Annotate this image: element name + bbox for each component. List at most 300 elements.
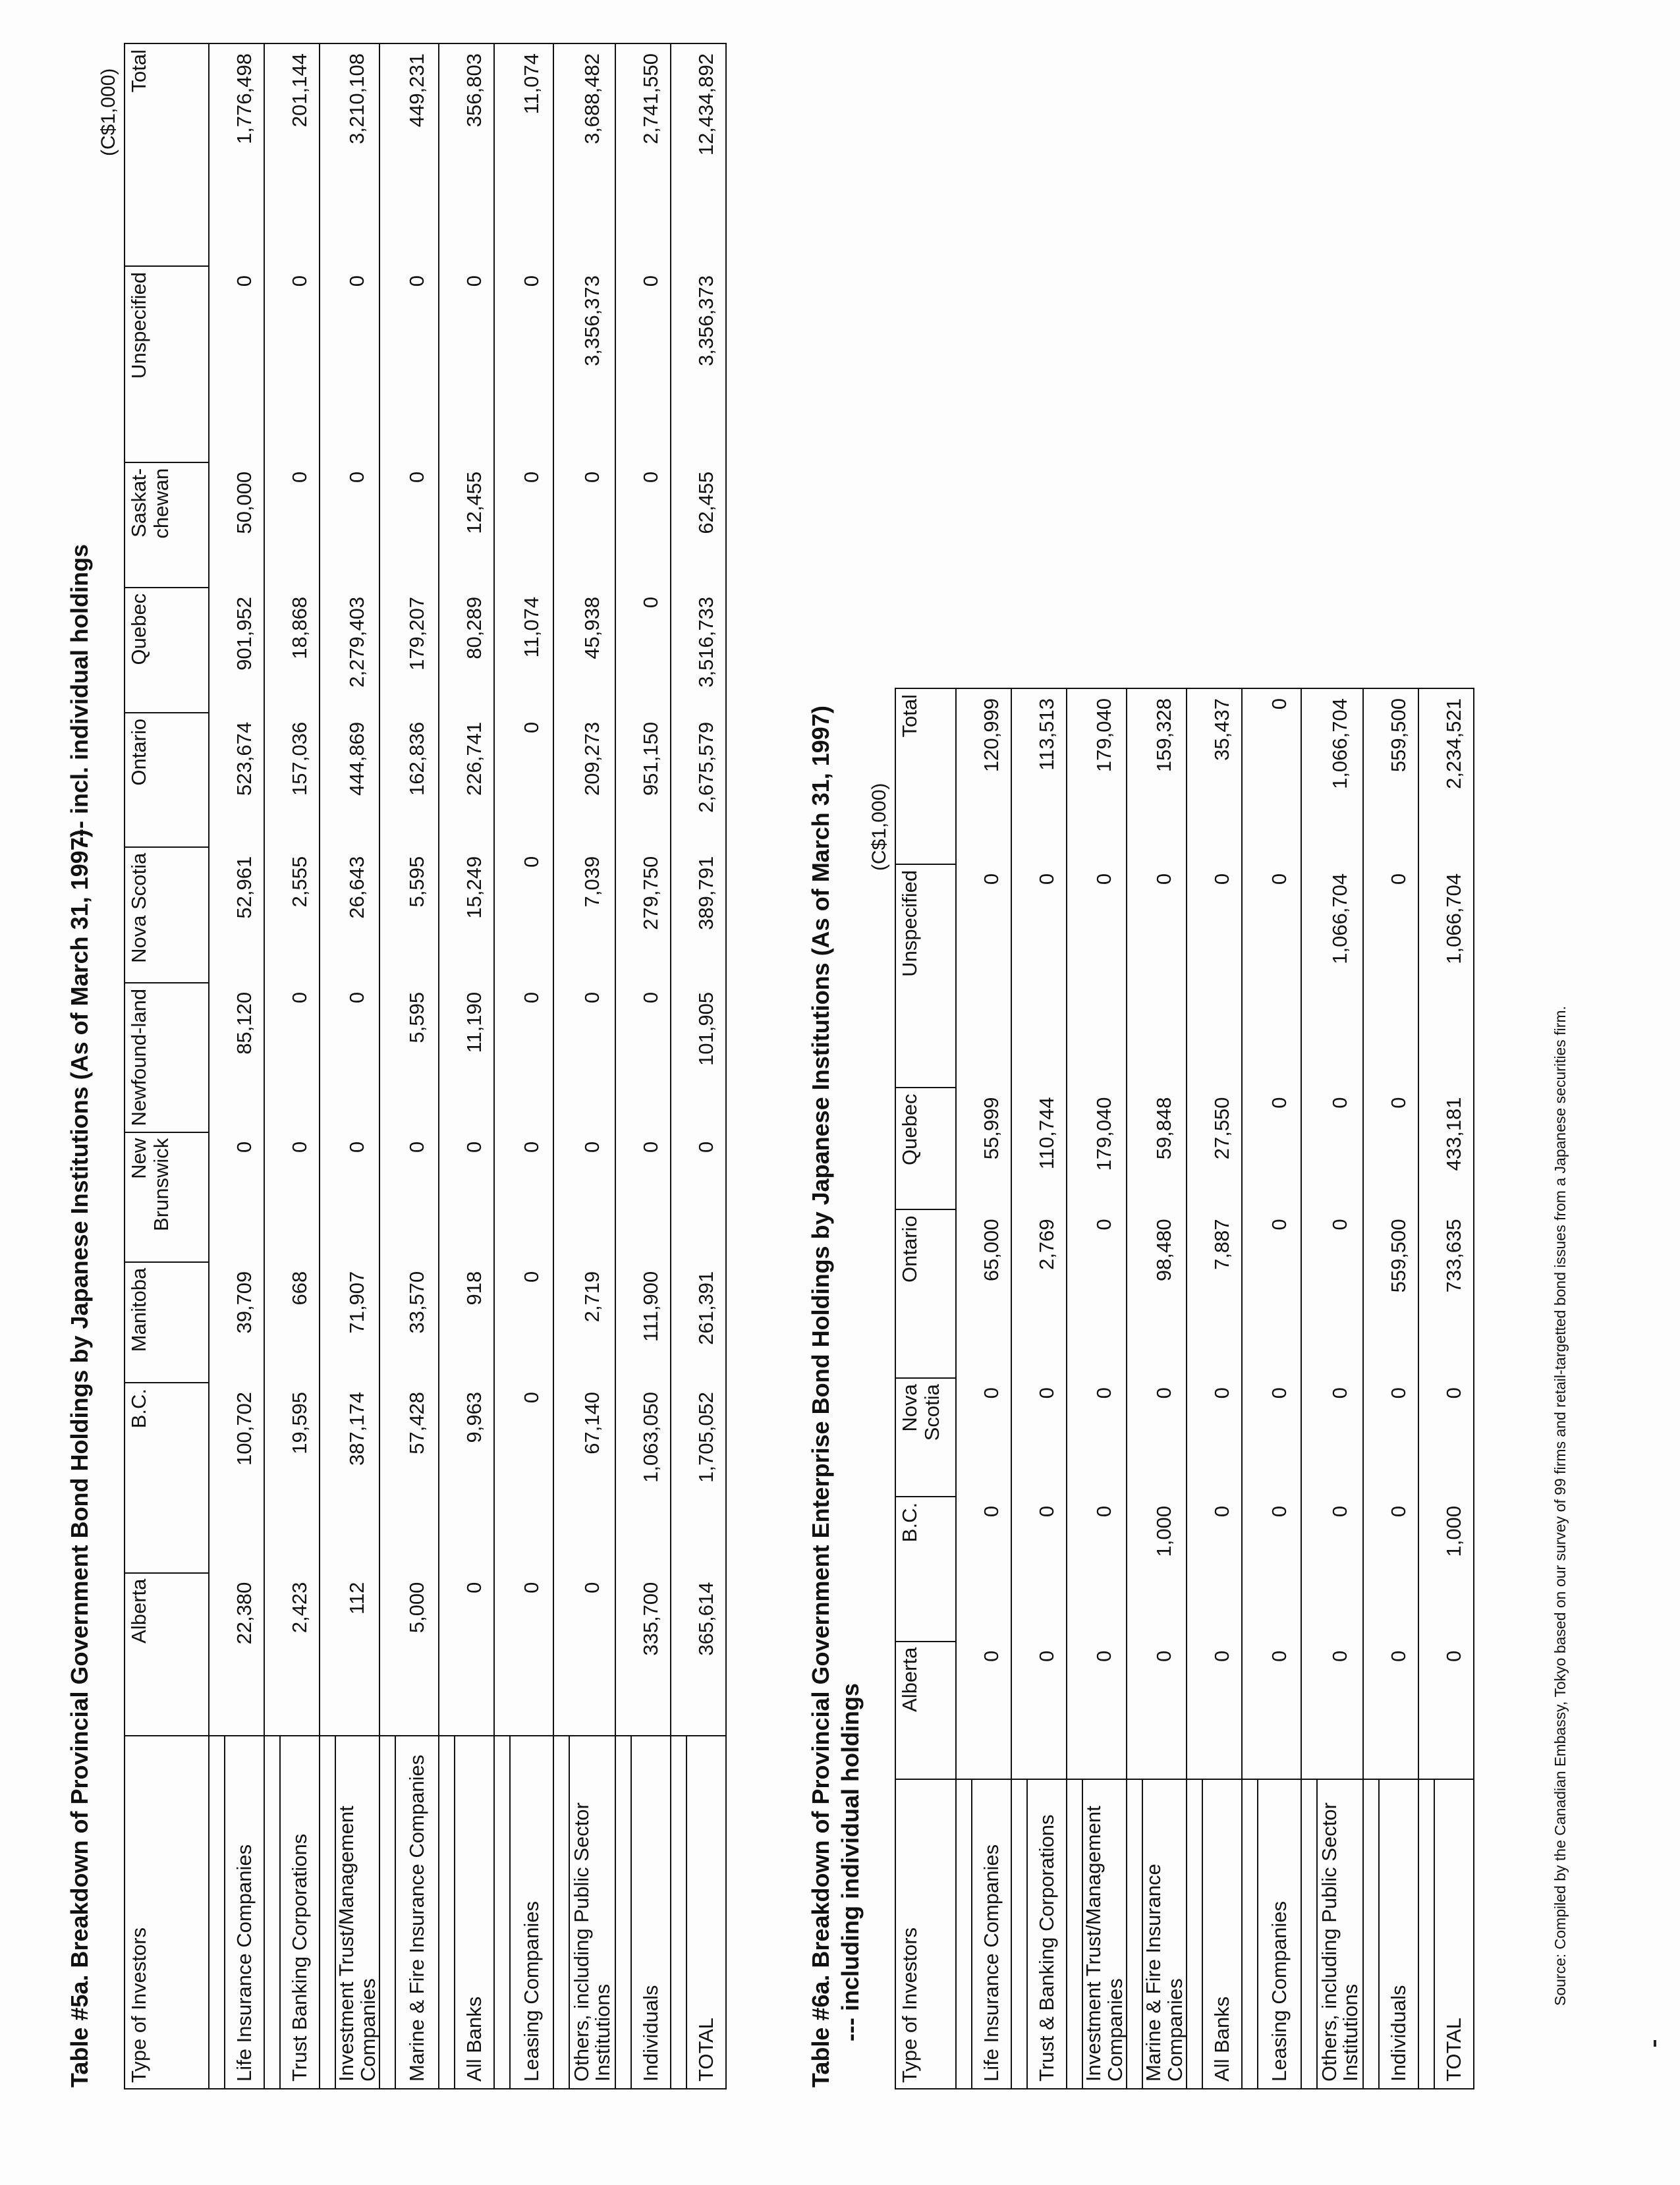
table5-cell: 0 [569, 1573, 615, 1736]
table5-cell: 3,688,482 [569, 43, 615, 266]
table6-cell: 0 [1379, 1378, 1418, 1497]
table5-cell: 162,836 [395, 713, 439, 847]
table5-cell: 918 [455, 1262, 494, 1383]
table6-cell: 0 [1434, 1642, 1474, 1780]
table5-cell: 0 [280, 1132, 320, 1262]
table5-spacer-cell [553, 1573, 569, 1736]
table5-cell: 1,063,050 [631, 1383, 671, 1573]
table5-row-label: TOTAL [686, 1736, 726, 2089]
table5-row [280, 43, 320, 2089]
table6-row-spacer [1363, 688, 1379, 2089]
table5-spacer-cell [439, 1262, 455, 1383]
table6-spacer-cell [1418, 1779, 1434, 2089]
table6-spacer-cell [1127, 1088, 1142, 1209]
table5-cell: 523,674 [225, 713, 264, 847]
table6-cell: 120,999 [972, 688, 1011, 864]
table6-cell: 2,234,521 [1434, 688, 1474, 864]
table5-cell: 71,907 [335, 1262, 379, 1383]
table5-spacer-cell [379, 1383, 395, 1573]
table5-spacer-cell [494, 1383, 510, 1573]
table5-cell: 951,150 [631, 713, 671, 847]
table5-cell: 9,963 [455, 1383, 494, 1573]
table5-spacer-cell [615, 983, 631, 1132]
table5-spacer-cell [494, 1736, 510, 2089]
table6-title: Table #6a. Breakdown of Provincial Government Enterprise Bond Holdings by Japanese Institutions (As of March 31, 1997) [807, 705, 834, 2088]
table5-cell: 0 [395, 462, 439, 588]
table6-cell: 0 [1317, 1088, 1363, 1209]
table6-spacer-cell [1301, 864, 1317, 1088]
table5-spacer-cell [320, 713, 335, 847]
table6 [895, 688, 1474, 2089]
table5-row-label: Others, including Public Sector Institutions [569, 1736, 615, 2089]
table5-cell: 0 [395, 1132, 439, 1262]
table5-spacer-cell [320, 1736, 335, 2089]
table5-row-spacer [553, 43, 569, 2089]
table5-cell: 19,595 [280, 1383, 320, 1573]
table5-spacer-cell [671, 847, 686, 983]
table5-cell: 3,516,733 [686, 588, 726, 713]
table5-spacer-cell [320, 1262, 335, 1383]
table6-spacer-cell [1011, 1497, 1027, 1642]
table5-spacer-cell [439, 1383, 455, 1573]
table6-spacer-cell [1067, 1779, 1082, 2089]
table5-cell: 2,675,579 [686, 713, 726, 847]
table5-row-spacer [379, 43, 395, 2089]
table5-cell: 2,555 [280, 847, 320, 983]
table6-spacer-cell [1127, 688, 1142, 864]
table5-spacer-cell [379, 1262, 395, 1383]
table5-cell: 3,356,373 [686, 266, 726, 462]
table5-spacer-cell [615, 1736, 631, 2089]
table6-cell: 0 [1258, 1497, 1301, 1642]
table6-cell: 0 [1258, 688, 1301, 864]
table5-cell: 2,719 [569, 1262, 615, 1383]
table6-spacer-cell [1363, 864, 1379, 1088]
table6-spacer-cell [1067, 1209, 1082, 1378]
table5-spacer-cell [671, 462, 686, 588]
table6-note: --- including individual holdings [837, 1683, 864, 2041]
table5-header: Type of Investors [125, 1736, 209, 2089]
table6-spacer-cell [1127, 1209, 1142, 1378]
table5-cell: 112 [335, 1573, 379, 1736]
table5-spacer-cell [494, 1573, 510, 1736]
table5-cell: 5,000 [395, 1573, 439, 1736]
table6-row-spacer [1067, 688, 1082, 2089]
table6-header: Total [895, 688, 956, 864]
table6-spacer-cell [1011, 1779, 1027, 2089]
table6-spacer-cell [1067, 1378, 1082, 1497]
table5-spacer-cell [379, 1573, 395, 1736]
table6-spacer-cell [1187, 1642, 1202, 1780]
table5-cell: 26,643 [335, 847, 379, 983]
table5-cell: 365,614 [686, 1573, 726, 1736]
table6-spacer-cell [1418, 688, 1434, 864]
table6-cell: 1,066,704 [1317, 688, 1363, 864]
table5-cell: 0 [335, 1132, 379, 1262]
table5-header: B.C. [125, 1383, 209, 1573]
table6-spacer-cell [1011, 1378, 1027, 1497]
table6-cell: 159,328 [1142, 688, 1187, 864]
table5-spacer-cell [320, 1132, 335, 1262]
table6-cell: 0 [1082, 1642, 1127, 1780]
table6-spacer-cell [1363, 1497, 1379, 1642]
table5 [124, 43, 727, 2089]
table6-spacer-cell [1067, 1642, 1082, 1780]
table5-header: Quebec [125, 588, 209, 713]
table5-spacer-cell [379, 847, 395, 983]
table5-cell: 0 [569, 1132, 615, 1262]
table5-spacer-cell [209, 1573, 225, 1736]
table5-cell: 45,938 [569, 588, 615, 713]
table6-cell: 0 [1258, 1642, 1301, 1780]
table5-spacer-cell [264, 588, 280, 713]
table6-spacer-cell [1067, 688, 1082, 864]
table5-cell: 0 [510, 462, 553, 588]
table6-spacer-cell [1418, 864, 1434, 1088]
table5-row [225, 43, 264, 2089]
table5-cell: 1,776,498 [225, 43, 264, 266]
table5-header: Newfound-land [125, 983, 209, 1132]
table5-cell: 0 [455, 1573, 494, 1736]
table5-row-spacer [494, 43, 510, 2089]
table5-cell: 0 [686, 1132, 726, 1262]
table5-spacer-cell [553, 1383, 569, 1573]
table5-cell: 387,174 [335, 1383, 379, 1573]
table5-spacer-cell [264, 1132, 280, 1262]
table5-spacer-cell [209, 588, 225, 713]
table5-spacer-cell [615, 1132, 631, 1262]
table5-row-label: Individuals [631, 1736, 671, 2089]
table5-spacer-cell [553, 43, 569, 266]
table6-spacer-cell [1363, 688, 1379, 864]
table5-spacer-cell [671, 1383, 686, 1573]
table5-spacer-cell [379, 266, 395, 462]
table5-spacer-cell [553, 266, 569, 462]
table6-cell: 0 [1142, 1642, 1187, 1780]
table6-row [1434, 688, 1474, 2089]
table6-cell: 0 [1258, 1209, 1301, 1378]
table6-cell: 179,040 [1082, 1088, 1127, 1209]
table6-row [1082, 688, 1127, 2089]
table5-spacer-cell [264, 266, 280, 462]
table6-cell: 0 [1202, 1642, 1242, 1780]
table5-spacer-cell [320, 1383, 335, 1573]
table5-cell: 101,905 [686, 983, 726, 1132]
table5-header: Alberta [125, 1573, 209, 1736]
table6-row-spacer [1301, 688, 1317, 2089]
table6-spacer-cell [956, 864, 972, 1088]
table6-spacer-cell [1187, 1209, 1202, 1378]
table5-cell: 0 [225, 266, 264, 462]
table5-cell: 50,000 [225, 462, 264, 588]
table6-spacer-cell [1418, 1088, 1434, 1209]
table6-header: Ontario [895, 1209, 956, 1378]
table6-header: Unspecified [895, 864, 956, 1088]
table6-spacer-cell [1242, 1088, 1258, 1209]
table6-spacer-cell [956, 1779, 972, 2089]
table5-cell: 444,869 [335, 713, 379, 847]
table5-row-label: Life Insurance Companies [225, 1736, 264, 2089]
table5-row-spacer [439, 43, 455, 2089]
table5-cell: 0 [455, 266, 494, 462]
table5-row [335, 43, 379, 2089]
table5-cell: 62,455 [686, 462, 726, 588]
table5-spacer-cell [439, 266, 455, 462]
table5-cell: 80,289 [455, 588, 494, 713]
table6-cell: 0 [1379, 1088, 1418, 1209]
table5-row-spacer [671, 43, 686, 2089]
table6-cell: 0 [1202, 864, 1242, 1088]
table6-cell: 2,769 [1027, 1209, 1067, 1378]
table5-spacer-cell [494, 266, 510, 462]
table5-cell: 12,434,892 [686, 43, 726, 266]
table5-cell: 0 [510, 266, 553, 462]
table5-cell: 67,140 [569, 1383, 615, 1573]
table5-spacer-cell [671, 983, 686, 1132]
table5-spacer-cell [264, 847, 280, 983]
table6-spacer-cell [1301, 1378, 1317, 1497]
table5-spacer-cell [494, 1132, 510, 1262]
table6-spacer-cell [1418, 1497, 1434, 1642]
table6-spacer-cell [1067, 1088, 1082, 1209]
table5-cell: 15,249 [455, 847, 494, 983]
table5-spacer-cell [209, 713, 225, 847]
table5-cell: 39,709 [225, 1262, 264, 1383]
table5-cell: 0 [280, 983, 320, 1132]
table6-spacer-cell [1242, 1378, 1258, 1497]
table5-row-label: Trust Banking Corporations [280, 1736, 320, 2089]
table6-cell: 0 [1379, 1497, 1418, 1642]
table5-cell: 0 [631, 266, 671, 462]
table6-spacer-cell [1242, 688, 1258, 864]
table6-cell: 1,000 [1434, 1497, 1474, 1642]
table6-row-spacer [1011, 688, 1027, 2089]
table6-spacer-cell [1127, 1497, 1142, 1642]
table5-cell: 11,190 [455, 983, 494, 1132]
table5-spacer-cell [671, 43, 686, 266]
table5-header: Ontario [125, 713, 209, 847]
table5-spacer-cell [209, 266, 225, 462]
table5-spacer-cell [553, 983, 569, 1132]
table5-row-label: All Banks [455, 1736, 494, 2089]
table5-cell: 57,428 [395, 1383, 439, 1573]
table6-cell: 0 [1379, 1642, 1418, 1780]
table5-header: Saskat-chewan [125, 462, 209, 588]
table5-cell: 389,791 [686, 847, 726, 983]
table5-cell: 901,952 [225, 588, 264, 713]
table5-spacer-cell [264, 713, 280, 847]
table6-cell: 0 [1258, 864, 1301, 1088]
table6-header: Quebec [895, 1088, 956, 1209]
table5-spacer-cell [379, 462, 395, 588]
table5-cell: 2,741,550 [631, 43, 671, 266]
table6-spacer-cell [1363, 1209, 1379, 1378]
table5-cell: 11,074 [510, 588, 553, 713]
table5-cell: 3,356,373 [569, 266, 615, 462]
table6-header: Type of Investors [895, 1779, 956, 2089]
table6-spacer-cell [1187, 1497, 1202, 1642]
table5-cell: 0 [510, 983, 553, 1132]
table6-spacer-cell [1301, 1088, 1317, 1209]
table5-spacer-cell [494, 983, 510, 1132]
table5-spacer-cell [379, 1132, 395, 1262]
table5-spacer-cell [379, 713, 395, 847]
table6-spacer-cell [956, 1642, 972, 1780]
table6-row-spacer [1418, 688, 1434, 2089]
table6-unit: (C$1,000) [868, 783, 890, 871]
table6-header-row [895, 688, 956, 2089]
table5-spacer-cell [320, 1573, 335, 1736]
table5-spacer-cell [439, 713, 455, 847]
table6-spacer-cell [1187, 1779, 1202, 2089]
table5-cell: 0 [335, 266, 379, 462]
table5-row [569, 43, 615, 2089]
table6-row-spacer [956, 688, 972, 2089]
table5-cell: 335,700 [631, 1573, 671, 1736]
table5-header: Unspecified [125, 266, 209, 462]
table6-cell: 0 [1027, 1378, 1067, 1497]
table5-cell: 111,900 [631, 1262, 671, 1383]
table6-spacer-cell [1242, 1209, 1258, 1378]
table5-row [631, 43, 671, 2089]
table6-cell: 0 [1258, 1378, 1301, 1497]
table6-row-label: Others, including Public Sector Institutions [1317, 1779, 1363, 2089]
table5-cell: 0 [395, 266, 439, 462]
table6-spacer-cell [1301, 1209, 1317, 1378]
table6-cell: 559,500 [1379, 688, 1418, 864]
table5-row-label: Marine & Fire Insurance Companies [395, 1736, 439, 2089]
table5-spacer-cell [553, 1262, 569, 1383]
table6-row [1027, 688, 1067, 2089]
table6-cell: 433,181 [1434, 1088, 1474, 1209]
table5-row-spacer [615, 43, 631, 2089]
table6-cell: 0 [1379, 864, 1418, 1088]
table6-cell: 0 [972, 1642, 1011, 1780]
table6-cell: 0 [972, 864, 1011, 1088]
table5-cell: 2,279,403 [335, 588, 379, 713]
table5-spacer-cell [671, 588, 686, 713]
table6-spacer-cell [1011, 1088, 1027, 1209]
table5-spacer-cell [671, 713, 686, 847]
table5-spacer-cell [439, 983, 455, 1132]
table6-header: Nova Scotia [895, 1378, 956, 1497]
table6-spacer-cell [1067, 1497, 1082, 1642]
table6-cell: 7,887 [1202, 1209, 1242, 1378]
table6-spacer-cell [1242, 1779, 1258, 2089]
table6-header: Alberta [895, 1642, 956, 1780]
table5-spacer-cell [671, 1736, 686, 2089]
table6-row [1258, 688, 1301, 2089]
table5-cell: 0 [569, 983, 615, 1132]
table5-row-label: Investment Trust/Management Companies [335, 1736, 379, 2089]
table5-cell: 0 [335, 462, 379, 588]
table5-spacer-cell [615, 588, 631, 713]
table6-cell: 98,480 [1142, 1209, 1187, 1378]
table5-spacer-cell [379, 983, 395, 1132]
table5-spacer-cell [494, 462, 510, 588]
table5-cell: 668 [280, 1262, 320, 1383]
table5-spacer-cell [379, 43, 395, 266]
table5-cell: 0 [510, 1132, 553, 1262]
table6-cell: 0 [1082, 864, 1127, 1088]
table5-cell: 12,455 [455, 462, 494, 588]
table6-spacer-cell [1418, 1642, 1434, 1780]
table6-row-label: Trust & Banking Corporations [1027, 1779, 1067, 2089]
table6-cell: 0 [1317, 1209, 1363, 1378]
table6-spacer-cell [1187, 1378, 1202, 1497]
table6-cell: 559,500 [1379, 1209, 1418, 1378]
table6-cell: 0 [1082, 1378, 1127, 1497]
table6-row-label: Investment Trust/Management Companies [1082, 1779, 1127, 2089]
table5-spacer-cell [494, 713, 510, 847]
table6-spacer-cell [1067, 864, 1082, 1088]
table5-cell: 85,120 [225, 983, 264, 1132]
table5-title: Table #5a. Breakdown of Provincial Government Bond Holdings by Japanese Institutions (As of March 31, 1997) [66, 829, 93, 2088]
table6-cell: 0 [972, 1497, 1011, 1642]
table6-cell: 59,848 [1142, 1088, 1187, 1209]
table5-spacer-cell [209, 1132, 225, 1262]
table6-spacer-cell [1187, 864, 1202, 1088]
table5-cell: 0 [631, 983, 671, 1132]
table6-spacer-cell [956, 1378, 972, 1497]
table5-cell: 0 [510, 1573, 553, 1736]
table5-cell: 0 [510, 713, 553, 847]
table5-spacer-cell [553, 1736, 569, 2089]
table6-row [1202, 688, 1242, 2089]
table6-cell: 0 [1317, 1642, 1363, 1780]
table5-cell: 100,702 [225, 1383, 264, 1573]
table5-spacer-cell [615, 713, 631, 847]
table5-spacer-cell [209, 1736, 225, 2089]
table5-cell: 18,868 [280, 588, 320, 713]
table5-spacer-cell [320, 266, 335, 462]
table5-spacer-cell [264, 1573, 280, 1736]
table6-row [1142, 688, 1187, 2089]
table5-cell: 0 [569, 462, 615, 588]
table6-cell: 113,513 [1027, 688, 1067, 864]
table5-spacer-cell [553, 847, 569, 983]
table5-spacer-cell [494, 43, 510, 266]
table5-cell: 209,273 [569, 713, 615, 847]
table5-spacer-cell [553, 462, 569, 588]
table5-cell: 5,595 [395, 983, 439, 1132]
table5-unit: (C$1,000) [98, 68, 119, 156]
table5-spacer-cell [615, 1383, 631, 1573]
table5-spacer-cell [553, 1132, 569, 1262]
table5-row [455, 43, 494, 2089]
table6-row-spacer [1187, 688, 1202, 2089]
table5-cell: 0 [510, 1383, 553, 1573]
table5-spacer-cell [553, 713, 569, 847]
table6-cell: 0 [1258, 1088, 1301, 1209]
table5-spacer-cell [494, 847, 510, 983]
table5-cell: 179,207 [395, 588, 439, 713]
source-note: Source: Compiled by the Canadian Embassy, Tokyo based on our survey of 99 firms and retail-targetted bond issues from a Japanese securities firm. [1552, 1006, 1569, 2006]
table5-spacer-cell [209, 983, 225, 1132]
table5-spacer-cell [209, 43, 225, 266]
table6-cell: 110,744 [1027, 1088, 1067, 1209]
table6-cell: 0 [1142, 864, 1187, 1088]
table6-row-label: TOTAL [1434, 1779, 1474, 2089]
table5-spacer-cell [439, 1132, 455, 1262]
table5-spacer-cell [264, 1383, 280, 1573]
table5-spacer-cell [209, 1383, 225, 1573]
table5-cell: 0 [280, 462, 320, 588]
table6-spacer-cell [1127, 1378, 1142, 1497]
table6-row-label: Leasing Companies [1258, 1779, 1301, 2089]
table5-cell: 2,423 [280, 1573, 320, 1736]
table5-spacer-cell [671, 266, 686, 462]
